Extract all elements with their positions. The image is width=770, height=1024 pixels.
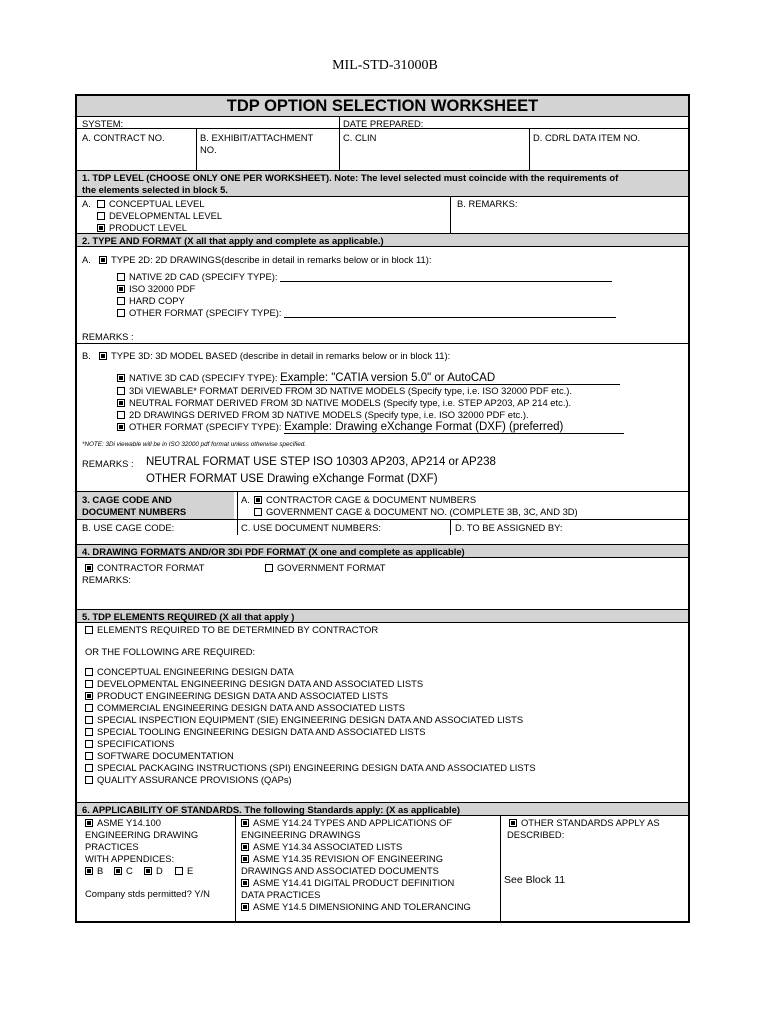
asme-y14-35-option[interactable]: ASME Y14.35 REVISION OF ENGINEERING xyxy=(241,853,443,864)
asme-y14-41-option[interactable]: ASME Y14.41 DIGITAL PRODUCT DEFINITION xyxy=(241,877,454,888)
checkbox-checked[interactable] xyxy=(85,564,93,572)
checkbox-checked[interactable] xyxy=(241,879,249,887)
type-2d-option[interactable]: TYPE 2D: 2D DRAWINGS(describe in detail in remarks below or in block 11): xyxy=(99,254,431,265)
2d-from-3d-option[interactable]: 2D DRAWINGS DERIVED FROM 3D NATIVE MODELS (Specify type, i.e. ISO 32000 PDF etc.). xyxy=(117,409,529,420)
native-2d-cad-option[interactable]: NATIVE 2D CAD (SPECIFY TYPE): xyxy=(117,271,612,282)
checkbox-checked[interactable] xyxy=(254,496,262,504)
checkbox[interactable] xyxy=(85,740,93,748)
contract-no-field[interactable]: A. CONTRACT NO. xyxy=(82,132,165,143)
checkbox-checked[interactable] xyxy=(144,867,152,875)
checkbox[interactable] xyxy=(117,297,125,305)
contractor-format-option[interactable]: CONTRACTOR FORMAT xyxy=(85,562,204,573)
checkbox-checked[interactable] xyxy=(99,352,107,360)
checkbox[interactable] xyxy=(85,752,93,760)
other-format-2d-option[interactable]: OTHER FORMAT (SPECIFY TYPE): xyxy=(117,307,616,318)
asme-y14-100-line3: PRACTICES xyxy=(85,841,139,852)
asme-y14-5-option[interactable]: ASME Y14.5 DIMENSIONING AND TOLERANCING xyxy=(241,901,471,912)
worksheet-title: TDP OPTION SELECTION WORKSHEET xyxy=(226,97,539,115)
option-developmental-level[interactable]: DEVELOPMENTAL LEVEL xyxy=(97,210,222,221)
contractor-cage-option[interactable]: CONTRACTOR CAGE & DOCUMENT NUMBERS xyxy=(254,494,476,505)
section-3-heading-line2: DOCUMENT NUMBERS xyxy=(82,506,187,517)
government-format-option[interactable]: GOVERNMENT FORMAT xyxy=(265,562,386,573)
checkbox-checked[interactable] xyxy=(117,423,125,431)
other-format-2d-line[interactable] xyxy=(284,308,616,318)
section-4-remarks[interactable]: REMARKS: xyxy=(82,574,131,585)
section-4-heading: 4. DRAWING FORMATS AND/OR 3Di PDF FORMAT (X one and complete as applicable) xyxy=(82,546,465,557)
checkbox-checked[interactable] xyxy=(99,256,107,264)
checkbox-checked[interactable] xyxy=(117,399,125,407)
exhibit-field-line2: NO. xyxy=(200,144,217,155)
following-required-label: OR THE FOLLOWING ARE REQUIRED: xyxy=(85,646,256,657)
worksheet-form xyxy=(75,94,690,923)
3di-viewable-option[interactable]: 3Di VIEWABLE* FORMAT DERIVED FROM 3D NATIVE MODELS (Specify type, i.e. ISO 32000 PDF etc.). xyxy=(117,385,572,396)
neutral-format-option[interactable]: NEUTRAL FORMAT DERIVED FROM 3D NATIVE MODELS (Specify type, i.e. STEP AP203, AP 214 etc.). xyxy=(117,397,571,408)
other-format-3d-option[interactable]: OTHER FORMAT (SPECIFY TYPE): Example: Drawing eXchange Format (DXF) (preferred) xyxy=(117,421,624,434)
list-item[interactable]: SPECIAL TOOLING ENGINEERING DESIGN DATA AND ASSOCIATED LISTS xyxy=(85,726,426,737)
section-1-heading-line2: the elements selected in block 5. xyxy=(82,184,228,195)
type-3d-option[interactable]: TYPE 3D: 3D MODEL BASED (describe in detail in remarks below or in block 11): xyxy=(99,350,450,361)
section-1-remarks[interactable]: B. REMARKS: xyxy=(457,198,518,209)
asme-y14-100-option[interactable]: ASME Y14.100 xyxy=(85,817,161,828)
type-2d-prefix: A. xyxy=(82,254,91,265)
appendix-e-option[interactable]: E xyxy=(175,865,193,876)
hard-copy-option[interactable]: HARD COPY xyxy=(117,295,185,306)
checkbox-checked[interactable] xyxy=(241,843,249,851)
checkbox[interactable] xyxy=(85,716,93,724)
asme-y14-24-line2: ENGINEERING DRAWINGS xyxy=(241,829,361,840)
use-document-numbers-field[interactable]: C. USE DOCUMENT NUMBERS: xyxy=(241,522,381,533)
use-cage-code-field[interactable]: B. USE CAGE CODE: xyxy=(82,522,175,533)
section-6-heading: 6. APPLICABILITY OF STANDARDS. The following Standards apply: (X as applicable) xyxy=(82,804,460,815)
checkbox-checked[interactable] xyxy=(241,819,249,827)
option-product-level[interactable]: PRODUCT LEVEL xyxy=(97,222,187,233)
checkbox-checked[interactable] xyxy=(117,374,125,382)
type-3d-prefix: B. xyxy=(82,350,91,361)
checkbox[interactable] xyxy=(117,309,125,317)
section-1-prefix: A. xyxy=(82,198,91,209)
asme-y14-35-line2: DRAWINGS AND ASSOCIATED DOCUMENTS xyxy=(241,865,439,876)
checkbox-checked[interactable] xyxy=(241,903,249,911)
determined-by-contractor-option[interactable]: ELEMENTS REQUIRED TO BE DETERMINED BY CONTRACTOR xyxy=(85,624,378,635)
remarks-3d-line1[interactable]: NEUTRAL FORMAT USE STEP ISO 10303 AP203, AP214 or AP238 xyxy=(146,456,496,468)
exhibit-field[interactable]: B. EXHIBIT/ATTACHMENT xyxy=(200,132,314,143)
clin-field[interactable]: C. CLIN xyxy=(343,132,377,143)
remarks-3d-line2[interactable]: OTHER FORMAT USE Drawing eXchange Format (DXF) xyxy=(146,473,438,485)
list-item[interactable]: PRODUCT ENGINEERING DESIGN DATA AND ASSOCIATED LISTS xyxy=(85,690,388,701)
list-item[interactable]: SPECIAL PACKAGING INSTRUCTIONS (SPI) ENGINEERING DESIGN DATA AND ASSOCIATED LISTS xyxy=(85,762,536,773)
checkbox-checked[interactable] xyxy=(509,819,517,827)
list-item[interactable]: QUALITY ASSURANCE PROVISIONS (QAPs) xyxy=(85,774,292,785)
to-be-assigned-field[interactable]: D. TO BE ASSIGNED BY: xyxy=(455,522,563,533)
checkbox-checked[interactable] xyxy=(117,285,125,293)
checkbox[interactable] xyxy=(85,680,93,688)
checkbox[interactable] xyxy=(97,212,105,220)
checkbox-checked[interactable] xyxy=(85,819,93,827)
checkbox[interactable] xyxy=(85,626,93,634)
list-item[interactable]: SPECIFICATIONS xyxy=(85,738,174,749)
cdrl-field[interactable]: D. CDRL DATA ITEM NO. xyxy=(533,132,641,143)
checkbox-checked[interactable] xyxy=(241,855,249,863)
checkbox-checked[interactable] xyxy=(85,692,93,700)
checkbox[interactable] xyxy=(85,776,93,784)
checkbox[interactable] xyxy=(117,387,125,395)
remarks-2d-label[interactable]: REMARKS : xyxy=(82,331,134,342)
checkbox-checked[interactable] xyxy=(85,867,93,875)
date-prepared-field[interactable]: DATE PREPARED: xyxy=(343,118,424,129)
company-stds-field[interactable]: Company stds permitted? Y/N xyxy=(85,888,210,899)
checkbox[interactable] xyxy=(175,867,183,875)
asme-y14-100-line2: ENGINEERING DRAWING xyxy=(85,829,199,840)
checkbox[interactable] xyxy=(85,764,93,772)
system-field[interactable]: SYSTEM: xyxy=(82,118,124,129)
other-standards-option[interactable]: OTHER STANDARDS APPLY AS xyxy=(509,817,660,828)
other-standards-line2: DESCRIBED: xyxy=(507,829,565,840)
document-header: MIL-STD-31000B xyxy=(332,58,438,73)
iso-32000-pdf-option[interactable]: ISO 32000 PDF xyxy=(117,283,195,294)
checkbox-checked[interactable] xyxy=(114,867,122,875)
checkbox[interactable] xyxy=(265,564,273,572)
checkbox[interactable] xyxy=(117,273,125,281)
3di-note: *NOTE: 3Di viewable will be in ISO 32000 pdf format unless otherwise specified. xyxy=(82,441,306,448)
other-format-3d-value[interactable]: Example: Drawing eXchange Format (DXF) (preferred) xyxy=(284,422,624,434)
other-standards-value[interactable]: See Block 11 xyxy=(504,874,566,886)
list-item[interactable]: CONCEPTUAL ENGINEERING DESIGN DATA xyxy=(85,666,294,677)
appendix-d-option[interactable]: D xyxy=(144,865,163,876)
option-conceptual-level[interactable]: CONCEPTUAL LEVEL xyxy=(97,198,205,209)
appendix-c-option[interactable]: C xyxy=(114,865,133,876)
section-2-heading: 2. TYPE AND FORMAT (X all that apply and complete as applicable.) xyxy=(82,235,384,246)
checkbox-checked[interactable] xyxy=(97,224,105,232)
checkbox[interactable] xyxy=(254,508,262,516)
section-5-heading: 5. TDP ELEMENTS REQUIRED (X all that apply ) xyxy=(82,611,295,622)
checkbox[interactable] xyxy=(97,200,105,208)
asme-y14-34-option[interactable]: ASME Y14.34 ASSOCIATED LISTS xyxy=(241,841,402,852)
checkbox[interactable] xyxy=(85,704,93,712)
asme-y14-41-line2: DATA PRACTICES xyxy=(241,889,321,900)
list-item[interactable]: SPECIAL INSPECTION EQUIPMENT (SIE) ENGINEERING DESIGN DATA AND ASSOCIATED LISTS xyxy=(85,714,523,725)
checkbox[interactable] xyxy=(85,728,93,736)
section-3-heading: 3. CAGE CODE AND xyxy=(82,494,172,505)
appendix-b-option[interactable]: B xyxy=(85,865,103,876)
native-3d-cad-value[interactable]: Example: "CATIA version 5.0" or AutoCAD xyxy=(280,373,620,385)
section-3-prefix: A. xyxy=(241,494,250,505)
appendices-label: WITH APPENDICES: xyxy=(85,853,175,864)
native-3d-cad-option[interactable]: NATIVE 3D CAD (SPECIFY TYPE): Example: "CATIA version 5.0" or AutoCAD xyxy=(117,372,620,385)
government-cage-option[interactable]: GOVERNMENT CAGE & DOCUMENT NO. (COMPLETE 3B, 3C, AND 3D) xyxy=(254,506,578,517)
list-item[interactable]: DEVELOPMENTAL ENGINEERING DESIGN DATA AND ASSOCIATED LISTS xyxy=(85,678,423,689)
list-item[interactable]: COMMERCIAL ENGINEERING DESIGN DATA AND ASSOCIATED LISTS xyxy=(85,702,405,713)
checkbox[interactable] xyxy=(117,411,125,419)
section-1-heading: 1. TDP LEVEL (CHOOSE ONLY ONE PER WORKSHEET). Note: The level selected must coincide with the requirements of xyxy=(82,172,619,183)
remarks-3d-label: REMARKS : xyxy=(82,458,134,469)
native-2d-cad-line[interactable] xyxy=(280,272,612,282)
asme-y14-24-option[interactable]: ASME Y14.24 TYPES AND APPLICATIONS OF xyxy=(241,817,452,828)
list-item[interactable]: SOFTWARE DOCUMENTATION xyxy=(85,750,234,761)
checkbox[interactable] xyxy=(85,668,93,676)
